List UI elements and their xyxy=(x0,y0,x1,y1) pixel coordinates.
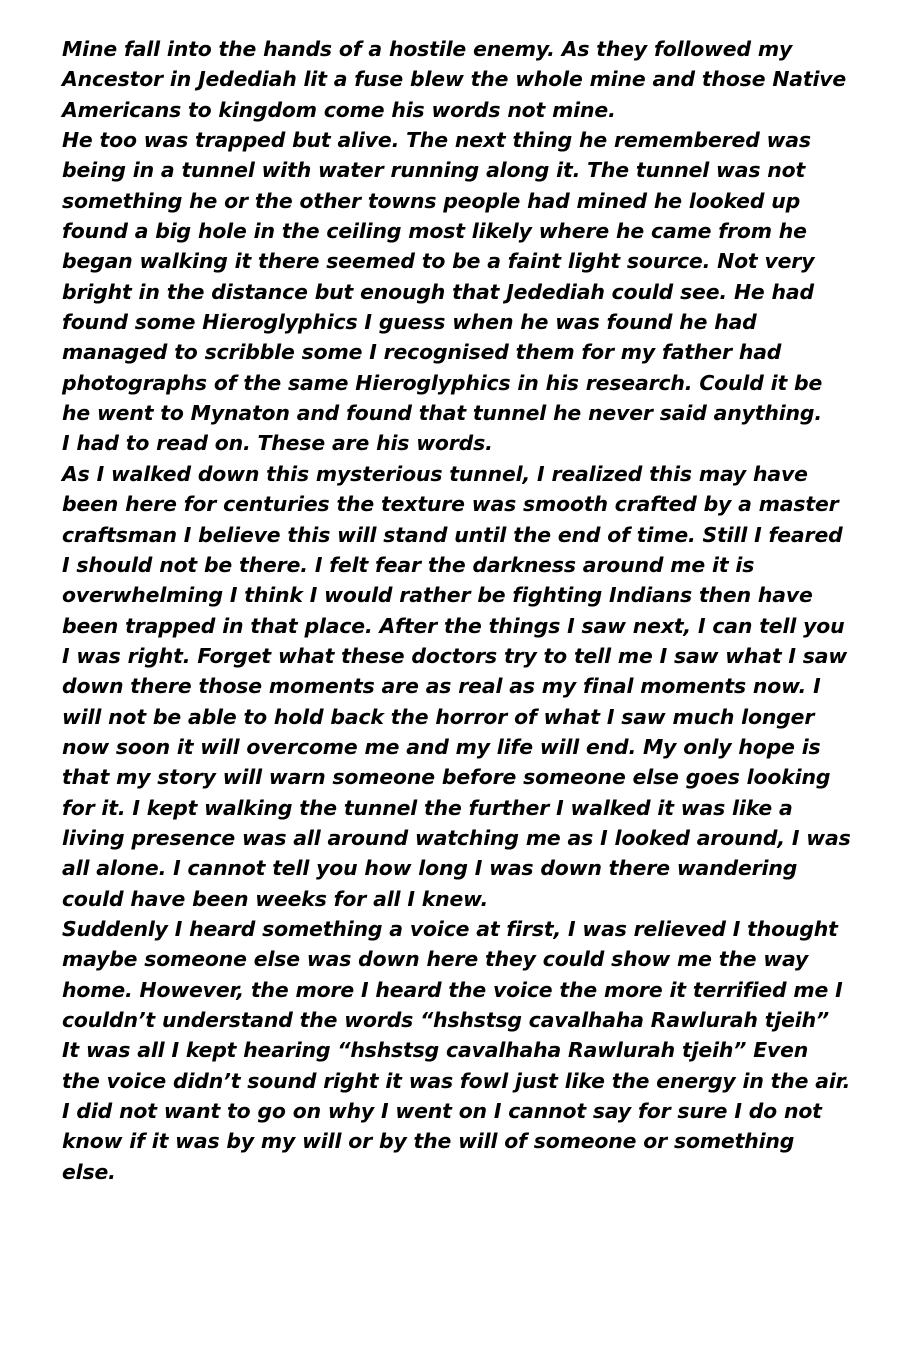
document-page xyxy=(62,34,852,1187)
paragraph-read-on: I had to read on. These are his words. xyxy=(62,431,493,456)
paragraph-mine-fall: Mine fall into the hands of a hostile enemy. As they followed my Ancestor in Jedediah lit a fuse blew the whole mine and those Native Americans to kingdom come his words not mine. xyxy=(62,37,847,122)
paragraph-mysterious-tunnel: As I walked down this mysterious tunnel, I realized this may have been here for centuries the texture was smooth crafted by a master craftsman I believe this will stand until the end of time. Still I feared I should not be there. I felt fear the darkness around me it is overwhelming I think I would rather be fighting Indians then have been trapped in that place. After the things I saw next, I can tell you I was right. Forget what these doctors try to tell me I saw what I saw down there those moments are as real as my final moments now. I will not be able to hold back the horror of what I saw much longer now soon it will overcome me and my life will end. My only hope is that my story will warn someone before someone else goes looking for it. I kept walking the tunnel the further I walked it was like a living presence was all around watching me as I looked around, I was all alone. I cannot tell you how long I was down there wandering could have been weeks for all I knew. xyxy=(62,461,851,911)
paragraph-voice: Suddenly I heard something a voice at first, I was relieved I thought maybe someone else was down here they could show me the way home. However, the more I heard the voice the more it terrified me I couldn’t understand the words “hshstsg cavalhaha Rawlurah tjeih” It was all I kept hearing “hshstsg cavalhaha Rawlurah tjeih” Even the voice didn’t sound right it was fowl just like the energy in the air. I did not want to go on why I went on I cannot say for sure I do not know if it was by my will or by the will of someone or something else. xyxy=(62,916,851,1184)
paragraph-trapped-tunnel: He too was trapped but alive. The next thing he remembered was being in a tunnel with water running along it. The tunnel was not something he or the other towns people had mined he looked up found a big hole in the ceiling most likely where he came from he began walking it there seemed to be a faint light source. Not very bright in the distance but enough that Jedediah could see. He had found some Hieroglyphics I guess when he was found he had managed to scribble some I recognised them for my father had photographs of the same Hieroglyphics in his research. Could it be he went to Mynaton and found that tunnel he never said anything. xyxy=(62,128,823,426)
